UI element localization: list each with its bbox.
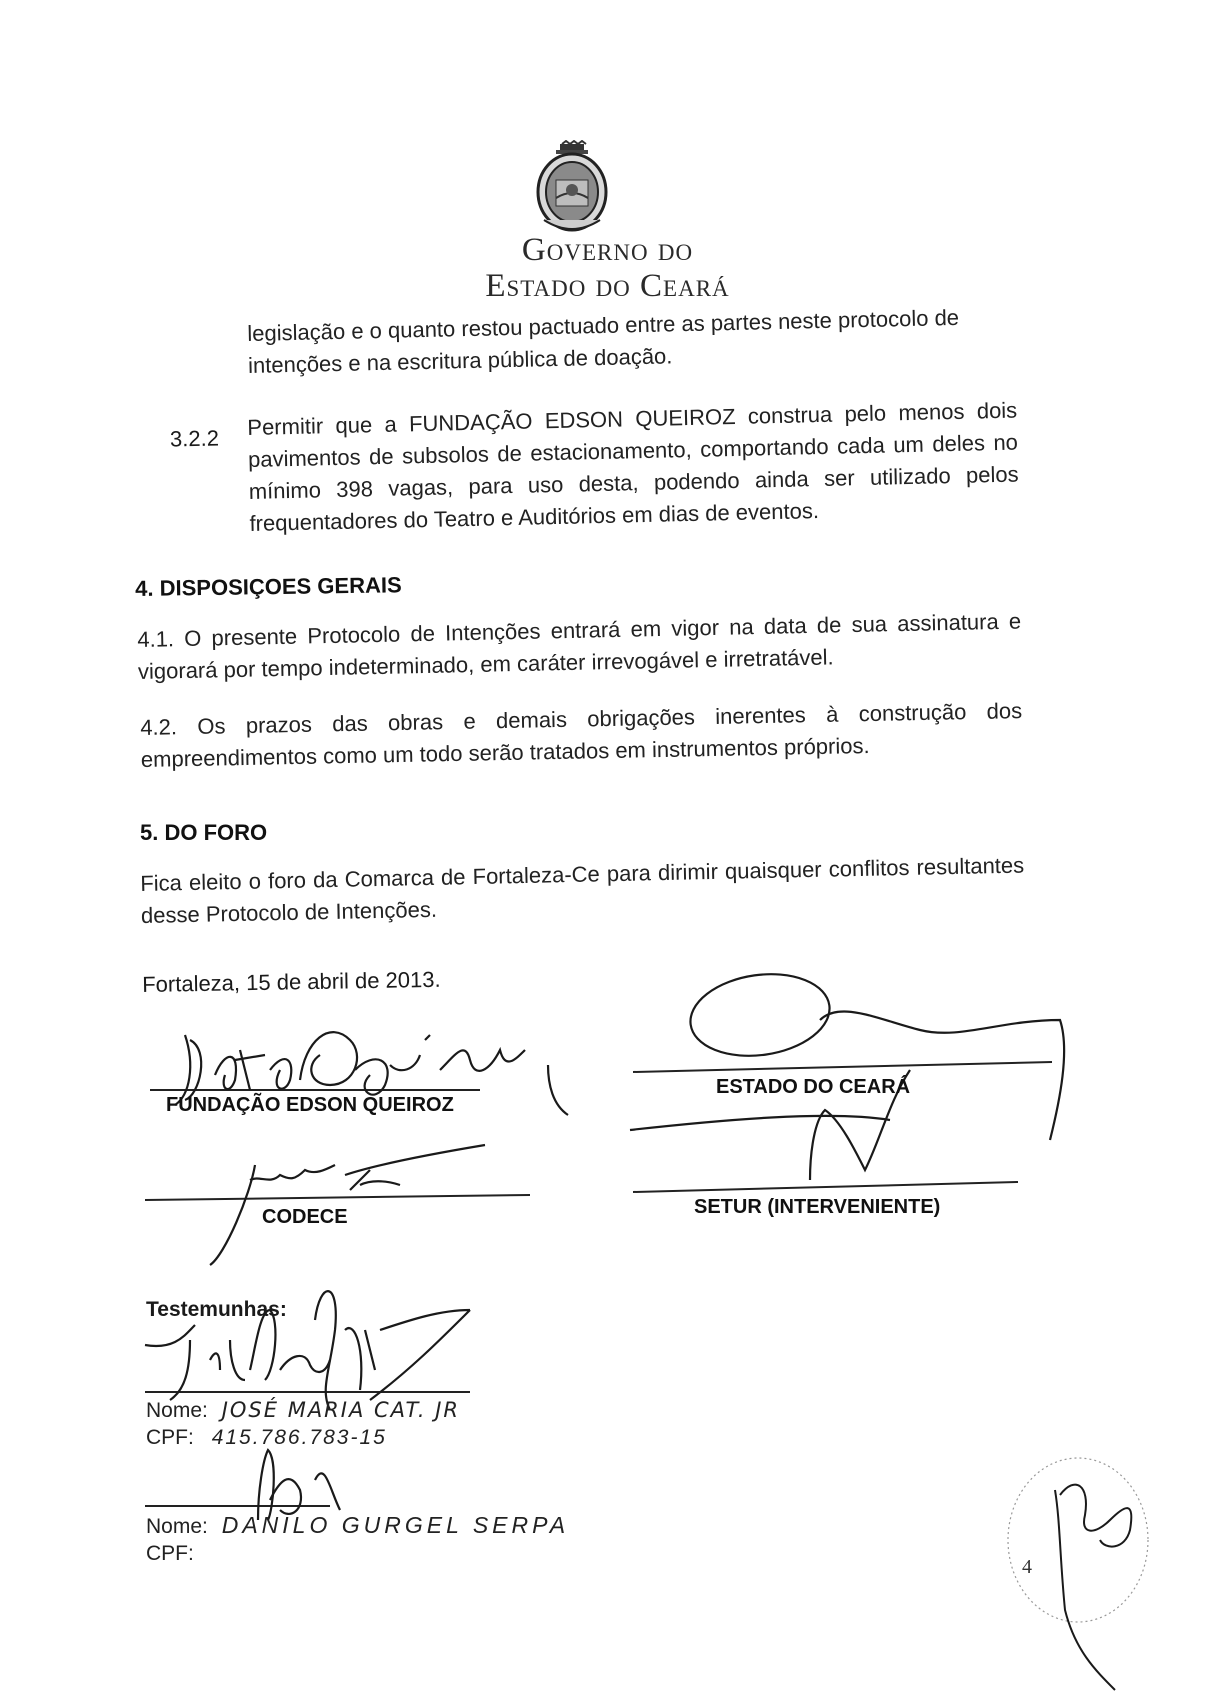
witness1-name-label: Nome: bbox=[146, 1399, 208, 1422]
witness2-cpf-label: CPF: bbox=[146, 1542, 194, 1565]
page-stamp bbox=[1008, 1458, 1148, 1622]
section-5-heading: 5. DO FORO bbox=[140, 820, 268, 845]
page-number: 4 bbox=[1022, 1556, 1032, 1578]
witness1-cpf-value: 415.786.783-15 bbox=[211, 1426, 387, 1449]
signature-label-codece: CODECE bbox=[262, 1206, 348, 1228]
witnesses-heading: Testemunhas: bbox=[146, 1298, 287, 1321]
signature-estado-scribble bbox=[630, 966, 1064, 1180]
government-header-line2: Estado do Ceará bbox=[485, 268, 730, 304]
clause-3-2-2-text: Permitir que a FUNDAÇÃO EDSON QUEIROZ construa pelo menos dois pavimentos de subsolos de estacionamento, comportando cada um deles no mínimo 398 vagas, para uso desta, podendo ainda ser utilizado pelos frequentadores do Teatro e Auditórios em dias de eventos. bbox=[247, 397, 1019, 536]
clause-3-2-2-number: 3.2.2 bbox=[169, 425, 220, 452]
signature-label-estado: ESTADO DO CEARÁ bbox=[716, 1076, 911, 1098]
witness1-name bbox=[146, 1398, 460, 1423]
witness2-name-value: DANILO GURGEL SERPA bbox=[221, 1512, 570, 1538]
signature-codece-scribble bbox=[210, 1145, 485, 1265]
government-header-line1: Governo do bbox=[521, 232, 694, 268]
signature-witness2-scribble bbox=[258, 1450, 340, 1520]
clause-4-1: 4.1. O presente Protocolo de Intenções entrará em vigor na data de sua assinatura e vigorará por tempo indeterminado, em caráter irrevogável e irretratável. bbox=[137, 608, 1022, 684]
clause-3-2-1-continuation: legislação e o quanto restou pactuado entre as partes neste protocolo de intenções e na escritura pública de doação. bbox=[247, 304, 960, 378]
witness1-name-value: JOSÉ MARIA CAT. JR bbox=[221, 1398, 460, 1422]
signature-line-codece bbox=[145, 1195, 530, 1200]
witness2-name-label: Nome: bbox=[146, 1515, 208, 1538]
document-date: Fortaleza, 15 de abril de 2013. bbox=[142, 966, 441, 997]
signature-line-estado bbox=[633, 1062, 1052, 1072]
signature-label-setur: SETUR (INTERVENIENTE) bbox=[694, 1196, 941, 1218]
witness1-cpf bbox=[146, 1426, 387, 1450]
page-initials-scribble bbox=[1055, 1485, 1131, 1690]
section-5-text: Fica eleito o foro da Comarca de Fortaleza-Ce para dirimir quaisquer conflitos resultantes desse Protocolo de Intenções. bbox=[140, 852, 1025, 928]
clause-4-2: 4.2. Os prazos das obras e demais obrigações inerentes à construção dos empreendimentos como um todo serão tratados em instrumentos próprios. bbox=[140, 698, 1023, 772]
witness2-name bbox=[146, 1512, 569, 1539]
signature-line-setur bbox=[633, 1182, 1018, 1192]
signature-label-fundacao: FUNDAÇÃO EDSON QUEIROZ bbox=[166, 1094, 454, 1116]
witness1-cpf-label: CPF: bbox=[146, 1426, 194, 1449]
section-4-heading: 4. DISPOSIÇOES GERAIS bbox=[135, 572, 402, 601]
